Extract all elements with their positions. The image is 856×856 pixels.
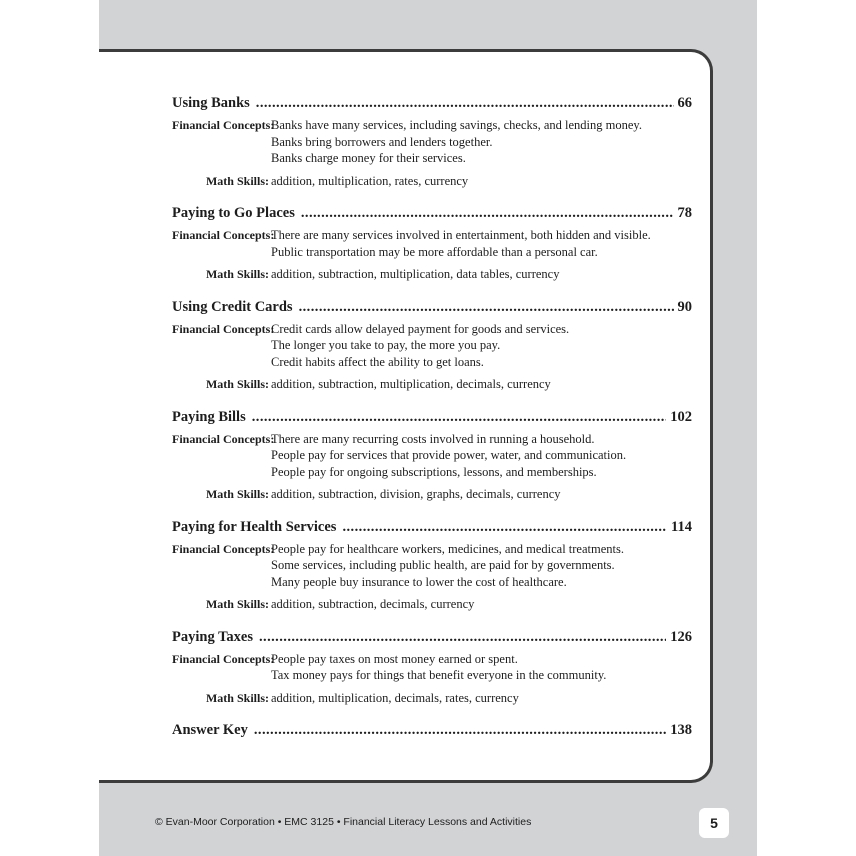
concept-line xyxy=(172,321,692,338)
dot-leader xyxy=(259,626,666,648)
toc-entry-title: Paying to Go Places xyxy=(172,205,295,221)
concept-line xyxy=(172,227,692,244)
concept-text: Banks charge money for their services. xyxy=(271,151,466,165)
toc-entry-heading[interactable] xyxy=(172,406,692,428)
dot-leader xyxy=(342,516,667,538)
dot-leader xyxy=(256,92,674,114)
concepts-label: Financial Concepts: xyxy=(172,651,275,666)
dot-leader xyxy=(299,296,674,318)
toc-entry-page: 90 xyxy=(677,298,692,315)
toc-entry-page: 78 xyxy=(677,205,692,221)
concepts-label: Financial Concepts: xyxy=(172,321,275,336)
math-skills-label: Math Skills: xyxy=(205,487,269,501)
concept-text: Public transportation may be more affordable than a personal car. xyxy=(271,244,598,259)
toc-entry-using-banks xyxy=(172,92,692,189)
toc-entry-answer-key xyxy=(172,719,692,741)
math-skills-line xyxy=(172,690,692,707)
concept-text: There are many recurring costs involved in running a household. xyxy=(271,431,595,446)
math-skills-line xyxy=(172,173,692,190)
toc-entry-page: 102 xyxy=(670,408,692,425)
concept-text: Some services, including public health, are paid for by governments. xyxy=(271,558,615,572)
concept-line xyxy=(172,134,692,151)
toc-entry-heading[interactable] xyxy=(172,516,692,538)
toc-entry-heading[interactable] xyxy=(172,202,692,224)
math-skills-label: Math Skills: xyxy=(205,377,269,391)
concept-line xyxy=(172,431,692,448)
toc-entry-heading[interactable] xyxy=(172,92,692,114)
toc-entry-page: 66 xyxy=(677,95,692,111)
concept-text: Credit habits affect the ability to get loans. xyxy=(271,354,484,369)
dot-leader xyxy=(254,719,666,741)
toc-entry-page: 114 xyxy=(671,518,692,535)
math-skills-text: addition, subtraction, decimals, currency xyxy=(271,597,475,611)
toc-entry-heading[interactable] xyxy=(172,719,692,741)
concepts-label: Financial Concepts: xyxy=(172,228,275,242)
toc-entry-page: 138 xyxy=(670,722,692,738)
toc-entry-heading[interactable] xyxy=(172,296,692,318)
toc-entry-title: Paying for Health Services xyxy=(172,518,337,535)
concept-line xyxy=(172,354,692,371)
concept-line xyxy=(172,447,692,464)
toc-entry-title: Paying Taxes xyxy=(172,628,253,645)
concept-text: People pay for services that provide power, water, and communication. xyxy=(271,448,627,462)
math-skills-label: Math Skills: xyxy=(205,690,269,705)
page-number: 5 xyxy=(699,808,729,838)
math-skills-text: addition, subtraction, multiplication, data tables, currency xyxy=(271,267,560,281)
math-skills-text: addition, multiplication, decimals, rates, currency xyxy=(271,690,519,705)
concept-text: Banks bring borrowers and lenders together. xyxy=(271,134,493,149)
toc-entry-title: Answer Key xyxy=(172,722,248,738)
toc-entry-title: Using Credit Cards xyxy=(172,298,293,315)
concept-text: Tax money pays for things that benefit everyone in the community. xyxy=(271,668,607,682)
concept-line xyxy=(172,574,692,591)
concept-text: The longer you take to pay, the more you pay. xyxy=(271,338,501,352)
concepts-label: Financial Concepts: xyxy=(172,431,275,446)
concept-text: There are many services involved in entertainment, both hidden and visible. xyxy=(271,228,651,242)
toc-entry-title: Paying Bills xyxy=(172,408,246,425)
concept-line xyxy=(172,541,692,558)
math-skills-label: Math Skills: xyxy=(205,597,269,611)
concept-text: People pay for ongoing subscriptions, lessons, and memberships. xyxy=(271,464,597,479)
dot-leader xyxy=(301,202,674,224)
concept-line xyxy=(172,651,692,668)
toc-entry-page: 126 xyxy=(670,628,692,645)
toc-entry-title: Using Banks xyxy=(172,95,250,111)
toc-entry-paying-to-go-places xyxy=(172,202,692,283)
concept-line xyxy=(172,337,692,354)
concept-line xyxy=(172,117,692,134)
concept-text: People pay taxes on most money earned or spent. xyxy=(271,651,518,666)
math-skills-line xyxy=(172,266,692,283)
concept-line xyxy=(172,464,692,481)
math-skills-text: addition, subtraction, multiplication, decimals, currency xyxy=(271,377,551,391)
math-skills-text: addition, subtraction, division, graphs, decimals, currency xyxy=(271,487,561,501)
concept-text: Banks have many services, including savings, checks, and lending money. xyxy=(271,118,642,132)
concept-text: Credit cards allow delayed payment for goods and services. xyxy=(271,321,570,336)
footer-credit: © Evan-Moor Corporation • EMC 3125 • Financial Literacy Lessons and Activities xyxy=(155,816,532,828)
toc-entry-paying-taxes xyxy=(172,626,692,707)
toc-entry-heading[interactable] xyxy=(172,626,692,648)
math-skills-line xyxy=(172,376,692,393)
concept-line xyxy=(172,557,692,574)
toc-entry-paying-for-health-services xyxy=(172,516,692,613)
math-skills-label: Math Skills: xyxy=(205,173,269,188)
concepts-label: Financial Concepts: xyxy=(172,541,275,556)
math-skills-text: addition, multiplication, rates, currency xyxy=(271,173,469,188)
toc-entry-paying-bills xyxy=(172,406,692,503)
math-skills-line xyxy=(172,486,692,503)
math-skills-label: Math Skills: xyxy=(205,267,269,281)
concepts-label: Financial Concepts: xyxy=(172,118,275,132)
math-skills-line xyxy=(172,596,692,613)
concept-text: Many people buy insurance to lower the cost of healthcare. xyxy=(271,574,567,589)
concept-text: People pay for healthcare workers, medicines, and medical treatments. xyxy=(271,541,624,556)
table-of-contents xyxy=(172,92,692,741)
concept-line xyxy=(172,150,692,167)
concept-line xyxy=(172,667,692,684)
concept-line xyxy=(172,244,692,261)
dot-leader xyxy=(252,406,667,428)
toc-entry-using-credit-cards xyxy=(172,296,692,393)
